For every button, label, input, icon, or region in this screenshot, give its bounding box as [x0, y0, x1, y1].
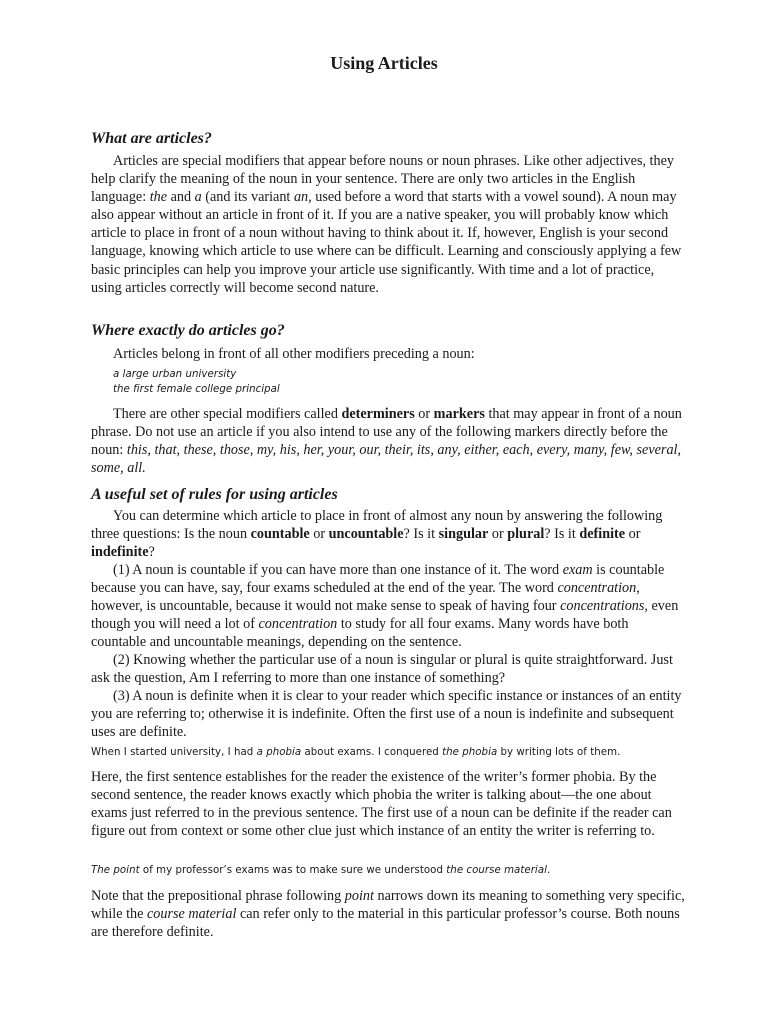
- text: ? Is it: [403, 526, 439, 543]
- heading-where-articles-go: Where exactly do articles go?: [91, 322, 285, 339]
- text: is countable because you can have, say, four exams scheduled at the end of the year. The word: [91, 562, 665, 597]
- rule-3-definite: (3) A noun is definite when it is clear to your reader which specific instance or instances of an entity you are referring to; otherwise it is indefinite. Often the first use of a noun is indefinite and subsequent uses are definite.: [91, 688, 682, 741]
- example-first-female-principal: the first female college principal: [113, 384, 280, 395]
- term-the-point: The point: [91, 865, 140, 876]
- heading-useful-rules: A useful set of rules for using articles: [91, 486, 338, 503]
- text: about exams. I conquered: [301, 747, 443, 758]
- term-concentrations: concentrations: [560, 598, 645, 615]
- paragraph-determiners: [91, 405, 686, 477]
- text: (1) A noun is countable if you can have more than one instance of it. The word: [113, 562, 563, 578]
- text: can refer only to the material in this particular professor’s course. Both nouns are therefore definite.: [91, 906, 680, 941]
- text: Articles are special modifiers that appear before nouns or noun phrases. Like other adjectives, they help clarify the meaning of the noun in your sentence. There are only two articles in the English language:: [91, 153, 674, 206]
- heading-what-are-articles: What are articles?: [91, 130, 212, 147]
- term-point: point: [344, 888, 374, 904]
- term-markers: markers: [433, 406, 485, 422]
- paragraph-phobia-explanation: Here, the first sentence establishes for the reader the existence of the writer’s former phobia. By the second sentence, the reader knows exactly which phobia the writer is talking about—the one about exams just referred to in the previous sentence. The first use of a noun can be definite if the reader can figure out from context or some other clue just which instance of an entity the writer is referring to.: [91, 769, 672, 840]
- example-course-material: [91, 862, 691, 879]
- text: , even though you will need a lot of: [91, 598, 679, 633]
- paragraph-articles-belong: Articles belong in front of all other modifiers preceding a noun:: [113, 346, 475, 362]
- term-the-course-material: the course material: [446, 865, 547, 876]
- term-definite: definite: [579, 526, 626, 543]
- term-the-phobia: the phobia: [442, 747, 498, 758]
- term-an: an: [293, 189, 309, 206]
- text: of my professor’s exams was to make sure we understood: [139, 865, 447, 876]
- text: or: [625, 526, 641, 543]
- text: or: [488, 526, 508, 543]
- text: You can determine which article to place in front of almost any noun by answering the following three questions: Is the noun: [91, 508, 663, 543]
- term-plural: plural: [507, 526, 545, 543]
- text: (and its variant: [201, 189, 294, 206]
- markers-list: this, that, these, those, my, his, her, your, our, their, its, any, either, each, every, many, few, several, some, all.: [91, 442, 682, 477]
- term-the: the: [149, 189, 168, 206]
- term-concentration: concentration: [557, 580, 637, 597]
- term-course-material: course material: [146, 906, 237, 923]
- text: , used before a word that starts with a vowel sound). A noun may also appear without an article in front of it. If you are a native speaker, you will probably know which article to place in front of a noun without having to think about it. If, however, English is your second language, knowing which article to use where can be difficult. Learning and consciously applying a few basic principles can help you improve your article use significantly. With time and a lot of practice, using articles correctly will become second nature.: [91, 189, 682, 296]
- paragraph-prepositional-phrase: [91, 887, 686, 941]
- text: Note that the prepositional phrase following: [91, 888, 345, 904]
- term-singular: singular: [438, 526, 489, 543]
- text: or: [414, 406, 434, 422]
- term-uncountable: uncountable: [328, 526, 404, 543]
- text: There are other special modifiers called: [113, 406, 342, 422]
- text: to study for all four exams. Many words have both countable and uncountable meanings, depending on the sentence.: [91, 616, 629, 651]
- term-indefinite: indefinite: [91, 544, 149, 561]
- text: ? Is it: [544, 526, 580, 543]
- rule-2-singular-plural: (2) Knowing whether the particular use of a noun is singular or plural is quite straightforward. Just ask the question, Am I referring to more than one instance of something?: [91, 652, 673, 687]
- term-concentration: concentration: [258, 616, 338, 633]
- text: , however, is uncountable, because it would not make sense to speak of having four: [91, 580, 640, 615]
- term-exam: exam: [562, 562, 593, 578]
- term-countable: countable: [250, 526, 310, 543]
- text: or: [309, 526, 329, 543]
- text: .: [547, 865, 551, 876]
- example-large-urban-university: a large urban university: [113, 369, 237, 380]
- paragraph-three-questions: [91, 507, 686, 561]
- term-a-phobia: a phobia: [256, 747, 302, 758]
- text: narrows down its meaning to something very specific, while the: [91, 888, 685, 923]
- example-phobia: [91, 744, 691, 761]
- term-a: a: [194, 189, 202, 206]
- text: by writing lots of them.: [497, 747, 621, 758]
- text: When I started university, I had: [91, 747, 257, 758]
- text: ?: [148, 544, 155, 561]
- term-determiners: determiners: [341, 406, 415, 422]
- paragraph-what-are-articles: [91, 152, 686, 297]
- page-title: Using Articles: [330, 53, 438, 73]
- text: that may appear in front of a noun phrase. Do not use an article if you also intend to use any of the following markers directly before the noun:: [91, 406, 682, 459]
- rule-1-countable: [91, 561, 686, 651]
- text: and: [167, 189, 195, 206]
